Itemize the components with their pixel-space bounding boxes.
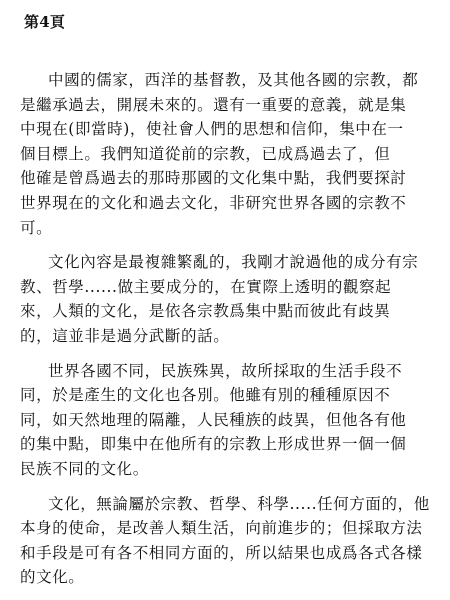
paragraph-line: 和手段是可有各不相同方面的，所以結果也成爲各式各樣 [20, 543, 423, 562]
paragraph-line: 來，人類的文化，是依各宗教爲集中點而彼此有歧異 [20, 302, 391, 321]
paragraph-2 [20, 250, 430, 348]
paragraph-4 [20, 492, 430, 590]
paragraph-line: 的文化。 [20, 568, 85, 587]
paragraph-line: 中現在(即當時)，使社會人們的思想和信仰，集中在一 [20, 120, 404, 139]
paragraph-line: 同，於是產生的文化也各別。他雖有別的種種原因不 [20, 386, 391, 405]
paragraph-line: 世界各國不同，民族殊異，故所採取的生活手段不 [48, 361, 403, 380]
paragraph-line: 本身的使命，是改善人類生活，向前進步的；但採取方法 [20, 519, 423, 538]
paragraph-line: 中國的儒家，西洋的基督教，及其他各國的宗教，都 [48, 71, 419, 89]
paragraph-line: 民族不同的文化。 [20, 459, 149, 478]
paragraph-1 [20, 68, 430, 240]
paragraph-line: 教、哲學......做主要成分的，在實際上透明的觀察起 [20, 277, 392, 296]
page-number: 第4頁 [24, 13, 66, 31]
paragraph-line: 個目標上。我們知道從前的宗教，已成爲過去了，但 [20, 144, 391, 163]
body-text [20, 68, 430, 600]
paragraph-line: 是繼承過去，開展未來的。還有一重要的意義，就是集 [20, 95, 407, 114]
paragraph-line: 他確是曾爲過去的那時那國的文化集中點，我們要探討 [20, 169, 407, 188]
paragraph-line: 文化，無論屬於宗教、哲學、科學.....任何方面的，他 [48, 494, 430, 513]
paragraph-3 [20, 359, 430, 482]
paragraph-line: 世界現在的文化和過去文化，非研究世界各國的宗教不 [20, 193, 407, 212]
paragraph-line: 同，如天然地理的隔離，人民種族的歧異，但他各有他 [20, 410, 407, 429]
paragraph-line: 可。 [20, 218, 53, 237]
paragraph-line: 的，這並非是過分武斷的話。 [20, 326, 230, 345]
paragraph-line: 文化內容是最複雜繁亂的，我剛才說過他的成分有宗 [48, 253, 419, 272]
paragraph-line: 的集中點，即集中在他所有的宗教上形成世界一個一個 [20, 435, 407, 454]
